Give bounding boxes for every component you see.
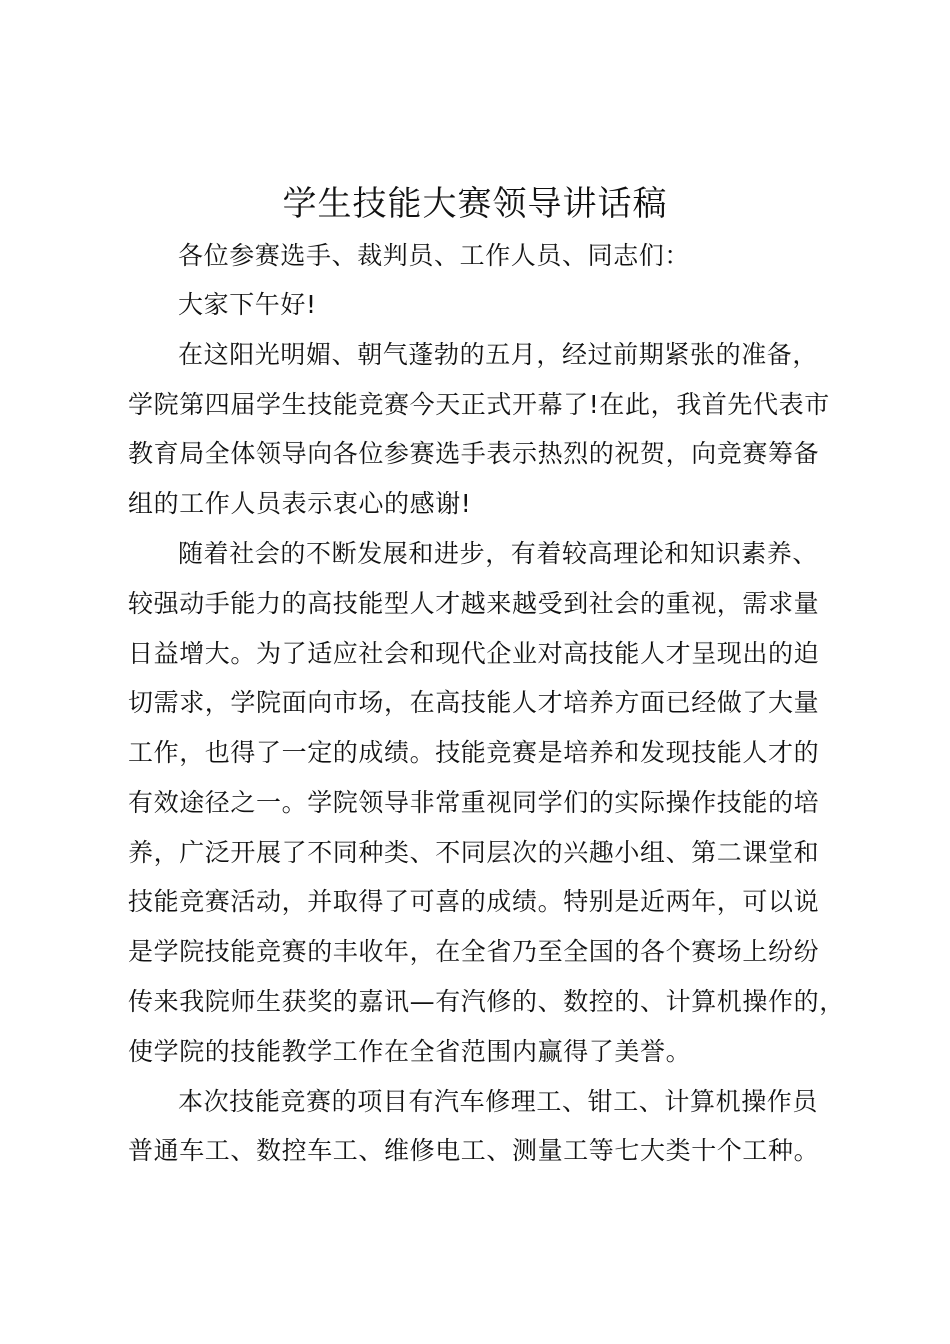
greeting-line: 大家下午好! bbox=[178, 290, 317, 319]
paragraph-3-line-2: 普通车工、数控车工、维修电工、测量工等七大类十个工种。 bbox=[128, 1136, 820, 1165]
paragraph-2-line-1: 随着社会的不断发展和进步，有着较高理论和知识素养、 bbox=[178, 539, 819, 568]
paragraph-2-line-5: 工作，也得了一定的成绩。技能竞赛是培养和发现技能人才的 bbox=[128, 738, 820, 767]
paragraph-2-line-9: 是学院技能竞赛的丰收年，在全省乃至全国的各个赛场上纷纷 bbox=[128, 937, 820, 966]
paragraph-2-line-11: 使学院的技能教学工作在全省范围内赢得了美誉。 bbox=[128, 1037, 692, 1066]
paragraph-2-line-2: 较强动手能力的高技能型人才越来越受到社会的重视，需求量 bbox=[128, 589, 820, 618]
paragraph-2-line-4: 切需求，学院面向市场，在高技能人才培养方面已经做了大量 bbox=[128, 688, 820, 717]
paragraph-1-line-4: 组的工作人员表示衷心的感谢! bbox=[128, 489, 472, 518]
paragraph-2-line-6: 有效途径之一。学院领导非常重视同学们的实际操作技能的培 bbox=[128, 788, 820, 817]
paragraph-1-line-2: 学院第四届学生技能竞赛今天正式开幕了!在此，我首先代表市 bbox=[128, 390, 830, 419]
paragraph-2-line-7: 养，广泛开展了不同种类、不同层次的兴趣小组、第二课堂和 bbox=[128, 838, 820, 867]
paragraph-2-line-10: 传来我院师生获奖的嘉讯—有汽修的、数控的、计算机操作的， bbox=[128, 987, 845, 1016]
salutation-line: 各位参赛选手、裁判员、工作人员、同志们： bbox=[178, 241, 691, 270]
paragraph-2-line-8: 技能竞赛活动，并取得了可喜的成绩。特别是近两年，可以说 bbox=[128, 887, 820, 916]
paragraph-3-line-1: 本次技能竞赛的项目有汽车修理工、钳工、计算机操作员 bbox=[178, 1087, 819, 1116]
paragraph-2-line-3: 日益增大。为了适应社会和现代企业对高技能人才呈现出的迫 bbox=[128, 639, 820, 668]
document-title: 学生技能大赛领导讲话稿 bbox=[282, 184, 668, 224]
paragraph-1-line-1: 在这阳光明媚、朝气蓬勃的五月，经过前期紧张的准备， bbox=[178, 340, 819, 369]
paragraph-1-line-3: 教育局全体领导向各位参赛选手表示热烈的祝贺，向竞赛筹备 bbox=[128, 439, 820, 468]
